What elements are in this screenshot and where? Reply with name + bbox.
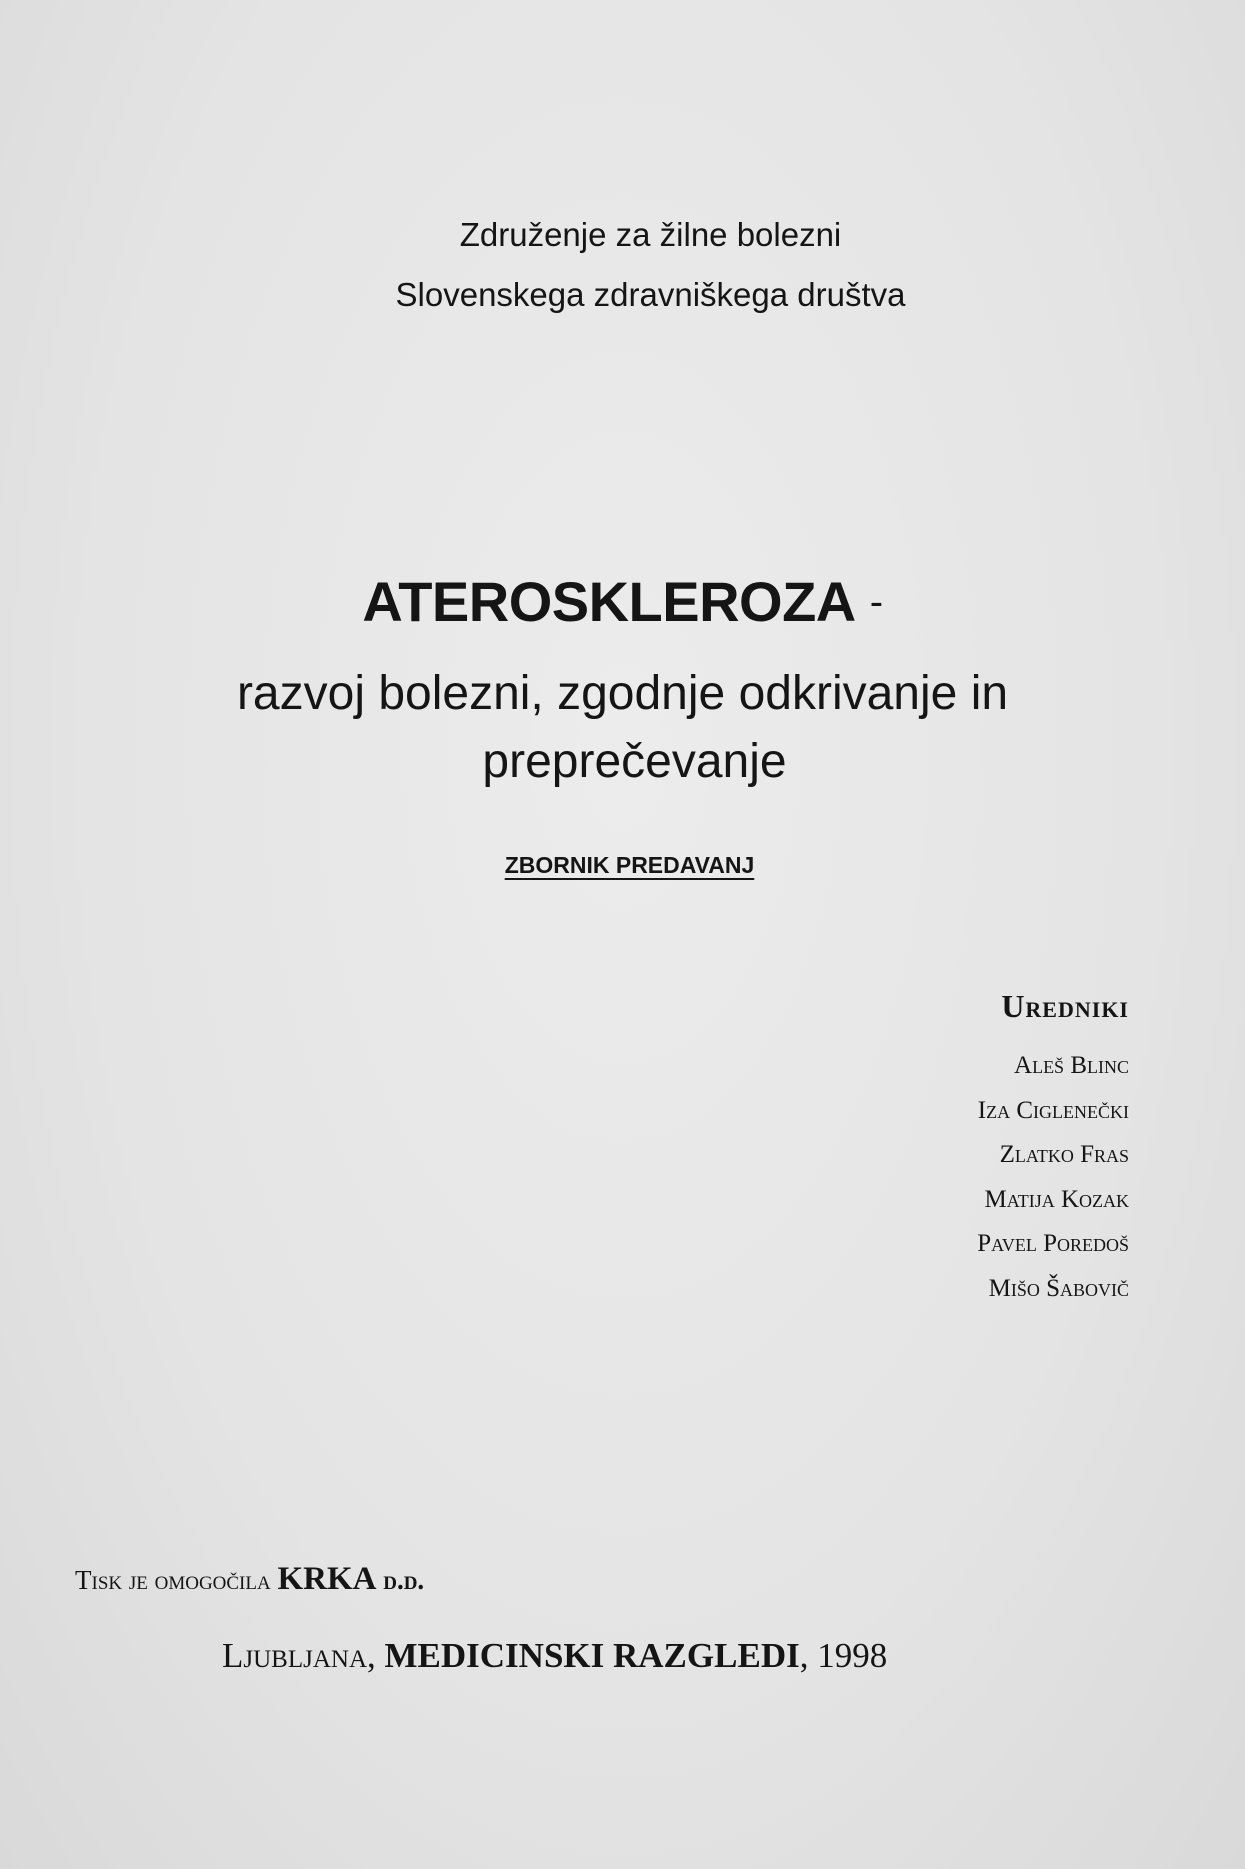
subtitle-line-1: razvoj bolezni, zgodnje odkrivanje in xyxy=(236,667,1009,720)
subtitle-line-2: preprečevanje xyxy=(482,735,787,788)
printing-sponsor-prefix: Tisk je omogočila xyxy=(75,1565,271,1595)
title-dash: - xyxy=(869,580,883,624)
proceedings-label-text: ZBORNIK PREDAVANJ xyxy=(504,852,755,878)
editors-heading: Uredniki xyxy=(1001,988,1129,1024)
imprint-separator: , xyxy=(367,1636,385,1675)
imprint xyxy=(222,1638,887,1673)
editor-name: Aleš Blinc xyxy=(1014,1052,1129,1079)
sponsor-company-suffix: d.d. xyxy=(383,1565,425,1595)
main-title-text: ATEROSKLEROZA xyxy=(362,570,856,633)
imprint-publisher: MEDICINSKI RAZGLEDI xyxy=(384,1636,800,1675)
organization-line-1: Združenje za žilne bolezni xyxy=(459,216,842,253)
editor-name: Iza Ciglenečki xyxy=(977,1096,1129,1124)
editor-name: Zlatko Fras xyxy=(999,1141,1129,1168)
sponsor-company: KRKA xyxy=(277,1561,377,1597)
organization-line-2: Slovenskega zdravniškega društva xyxy=(395,276,906,313)
editor-name: Mišo Šabovič xyxy=(988,1274,1129,1302)
editor-name: Pavel Poredoš xyxy=(977,1230,1129,1257)
editor-name: Matija Kozak xyxy=(984,1185,1129,1213)
editors-list xyxy=(977,1053,1129,1320)
imprint-separator: , xyxy=(799,1636,818,1675)
imprint-city: Ljubljana xyxy=(222,1636,367,1675)
imprint-year: 1998 xyxy=(817,1636,888,1675)
printing-sponsor xyxy=(75,1563,424,1596)
proceedings-label xyxy=(0,854,1245,877)
main-title xyxy=(0,570,1245,633)
